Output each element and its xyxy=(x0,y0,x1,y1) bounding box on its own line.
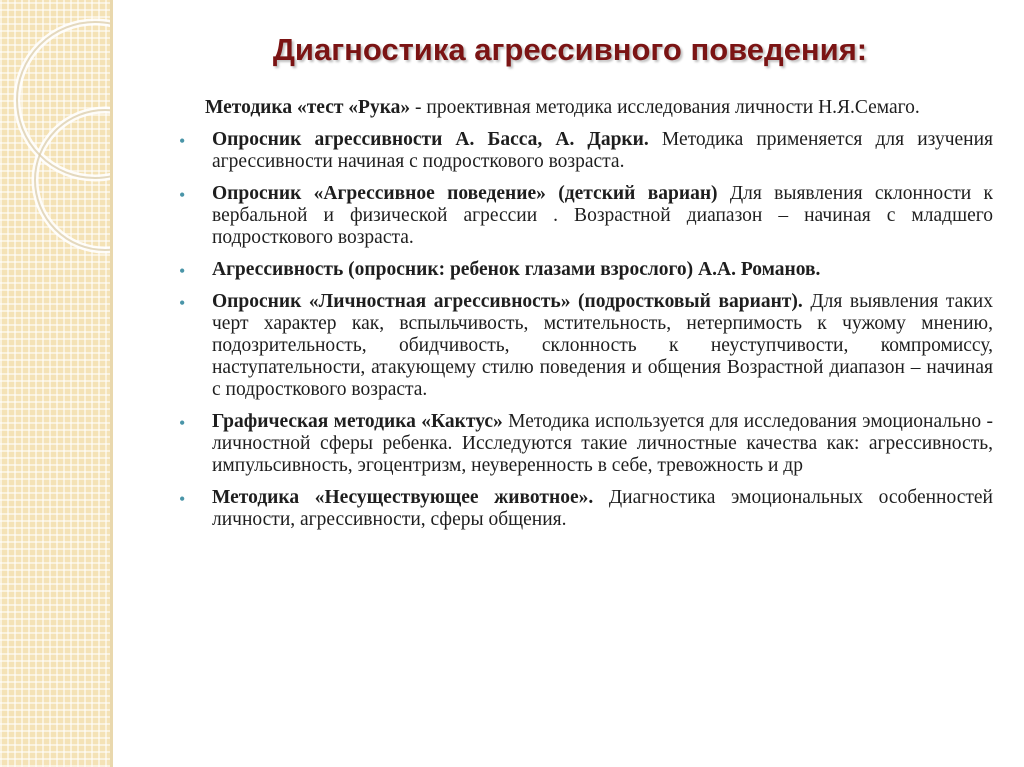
slide-title: Диагностика агрессивного поведения: xyxy=(272,32,868,67)
item-bold: Опросник «Агрессивное поведение» (детский вариан) xyxy=(212,183,718,204)
list-item-buss-durkee xyxy=(175,129,993,173)
item-text: Для выявления склонности к вербальной и физической агрессии . Возрастной диапазон – начиная с младшего подросткового возраста. xyxy=(212,183,993,248)
decorative-circles xyxy=(0,0,112,767)
bullet-icon: • xyxy=(179,131,186,151)
list-item-cactus xyxy=(175,411,993,477)
content-list xyxy=(175,97,993,541)
item-bold: Агрессивность (опросник: ребенок глазами взрослого) А.А. Романов. xyxy=(212,259,821,280)
bullet-icon: • xyxy=(179,261,186,281)
item-text: Диагностика эмоциональных особенностей личности, агрессивности, сферы общения. xyxy=(212,487,993,530)
bullet-icon: • xyxy=(179,489,186,509)
decorative-sidebar xyxy=(0,0,112,767)
sidebar-edge xyxy=(110,0,113,767)
item-text: - проективная методика исследования личности Н.Я.Семаго. xyxy=(410,97,920,118)
item-bold: Методика «тест «Рука» xyxy=(205,97,411,118)
item-bold: Опросник агрессивности А. Басса, А. Дарки. xyxy=(212,129,649,150)
list-item-nonexistent-animal xyxy=(175,487,993,531)
list-item-hand-test xyxy=(175,97,993,119)
list-item-aggressive-behavior xyxy=(175,183,993,249)
item-bold: Опросник «Личностная агрессивность» (подростковый вариант). xyxy=(212,291,803,312)
item-text: Методика используется для исследования эмоционально - личностной сферы ребенка. Исследуются такие личностные качества как: агрессивность, импульсивность, эгоцентризм, неуверенность в себе, тревожность и др xyxy=(212,411,993,476)
item-bold: Методика «Несуществующее животное». xyxy=(212,487,594,508)
item-text: Методика применяется для изучения агрессивности начиная с подросткового возраста. xyxy=(212,129,993,172)
bullet-icon: • xyxy=(179,413,186,433)
bullet-icon: • xyxy=(179,185,186,205)
list-item-romanov xyxy=(175,259,993,281)
item-text: Для выявления таких черт характер как, вспыльчивость, мстительность, нетерпимость к чужому мнению, подозрительность, обидчивость, склонность к неуступчивости, компромиссу, наступательности, атакующему стилю поведения и общения Возрастной диапазон – начиная с подросткового возраста. xyxy=(212,291,993,400)
item-bold: Графическая методика «Кактус» xyxy=(212,411,503,432)
list-item-personal-aggressiveness xyxy=(175,291,993,401)
bullet-icon: • xyxy=(179,293,186,313)
